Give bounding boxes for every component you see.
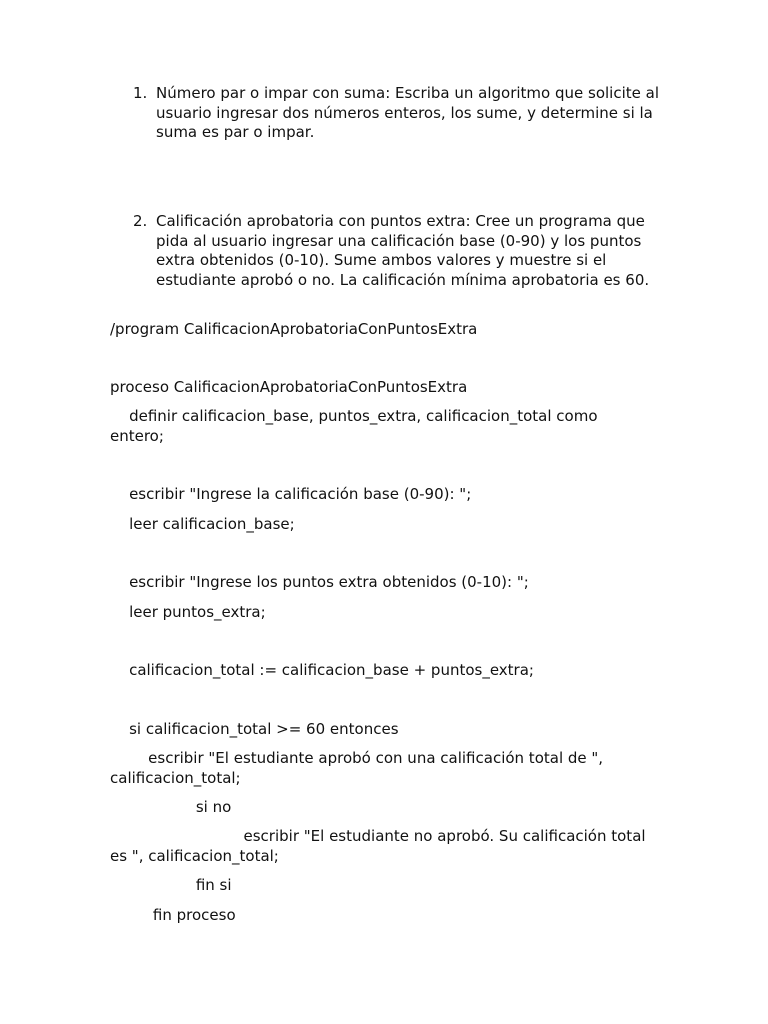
code-line: escribir "El estudiante aprobó con una calificación total de ", calificacion_total; — [110, 749, 608, 787]
code-line: /program CalificacionAprobatoriaConPuntosExtra — [110, 320, 478, 338]
code-line: escribir "El estudiante no aprobó. Su calificación total es ", calificacion_total; — [110, 827, 651, 865]
list-item-2 — [133, 212, 673, 290]
code-line: proceso CalificacionAprobatoriaConPuntosExtra — [110, 378, 468, 396]
code-line: fin proceso — [110, 906, 236, 924]
list-number: 1. — [133, 84, 148, 102]
code-line: escribir "Ingrese los puntos extra obtenidos (0-10): "; — [110, 573, 529, 591]
code-line: si calificacion_total >= 60 entonces — [110, 720, 399, 738]
code-line: escribir "Ingrese la calificación base (0-90): "; — [110, 485, 472, 503]
code-line: leer puntos_extra; — [110, 603, 266, 621]
list-text: Número par o impar con suma: Escriba un algoritmo que solicite al usuario ingresar dos números enteros, los sume, y determine si la suma es par o impar. — [156, 84, 659, 142]
code-line: calificacion_total := calificacion_base + puntos_extra; — [110, 661, 534, 679]
list-item-1 — [133, 84, 673, 143]
list-text: Calificación aprobatoria con puntos extra: Cree un programa que pida al usuario ingresar una calificación base (0-90) y los puntos extra obtenidos (0-10). Sume ambos valores y muestre si el estudiante aprobó o no. La calificación mínima aprobatoria es 60. — [156, 212, 650, 289]
list-number: 2. — [133, 212, 148, 230]
code-line: si no — [110, 798, 232, 816]
code-line: leer calificacion_base; — [110, 515, 295, 533]
code-line: definir calificacion_base, puntos_extra, calificacion_total como entero; — [110, 407, 603, 445]
code-line: fin si — [110, 876, 232, 894]
